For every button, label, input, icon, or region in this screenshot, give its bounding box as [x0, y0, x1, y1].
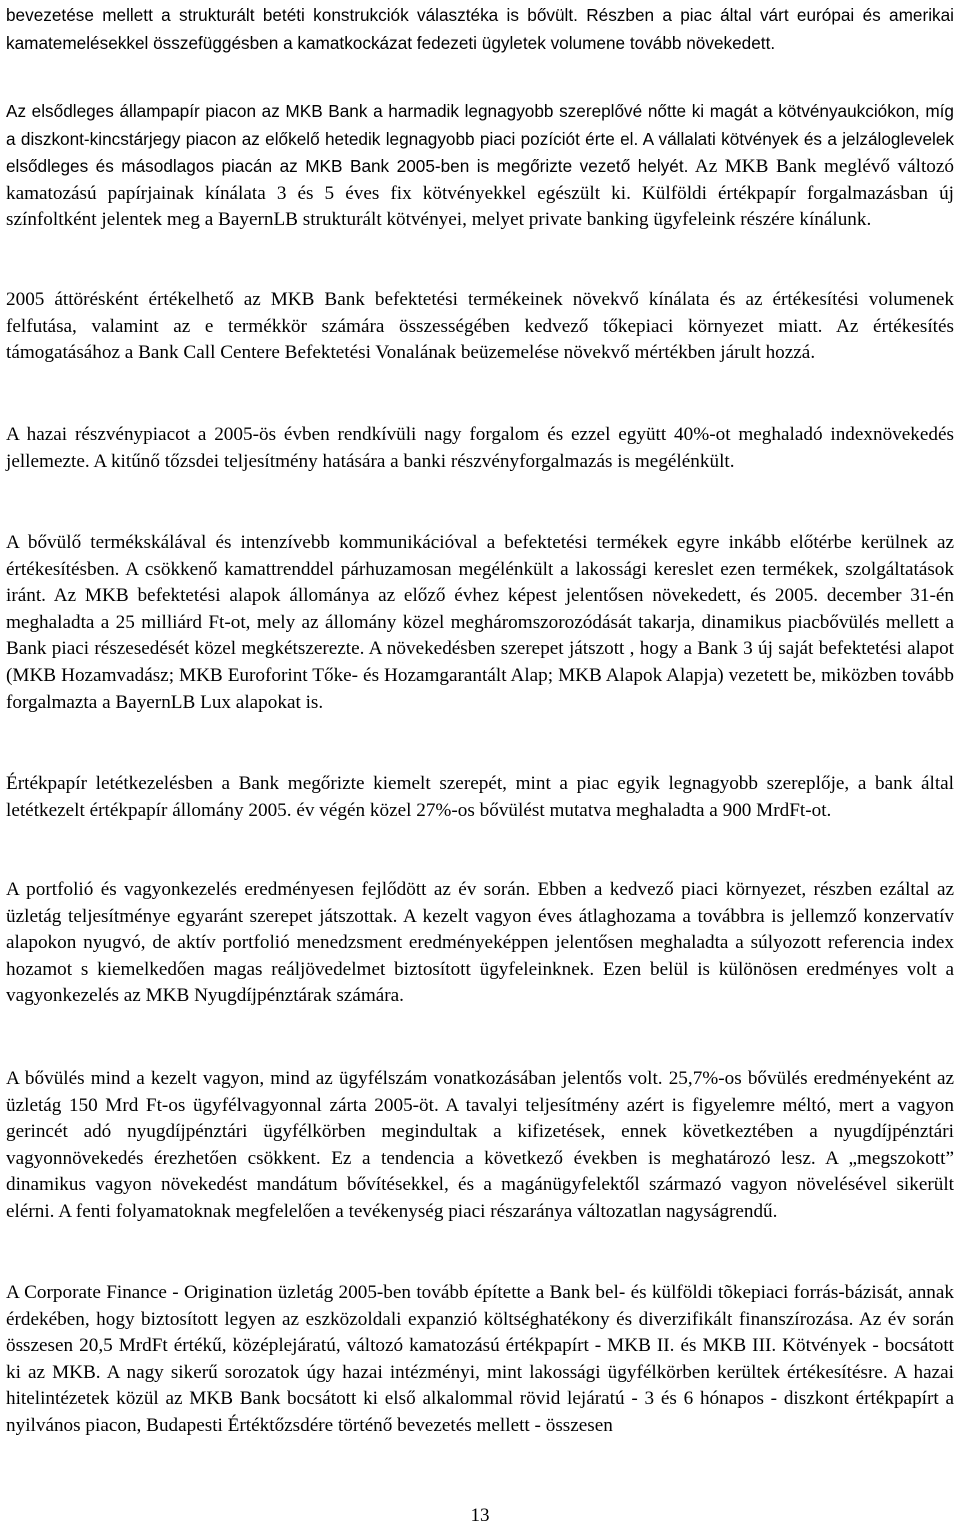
paragraph-investment-products: [6, 287, 954, 367]
paragraph-investment-funds: [6, 530, 954, 716]
paragraph-portfolio-management: [6, 877, 954, 1010]
text-run: Értékpapír letétkezelésben a Bank megőrizte kiemelt szerepét, mint a piac egyik legnagyobb szereplője, a bank által letétkezelt értékpapír állomány 2005. év végén közel 27%-os bővülést mutatva meghaladta a 900 MrdFt-ot.: [6, 773, 954, 821]
paragraph-government-securities: [6, 98, 954, 234]
text-run: A hazai részvénypiacot a 2005-ös évben rendkívüli nagy forgalom és ezzel együtt 40%-ot meghaladó indexnövekedés jellemezte. A kitűnő tőzsdei teljesítmény hatására a banki részvényforgalmazás is megélénkült.: [6, 424, 954, 472]
paragraph-structured-deposits: [6, 2, 954, 57]
paragraph-equity-market: [6, 422, 954, 475]
text-run: Az MKB Bank meglévő változó kamatozású papírjainak kínálata 3 és 5 éves fix kötvényekkel egészült ki.: [6, 156, 955, 204]
text-run: 2005 áttörésként értékelhető az MKB Bank befektetési termékeinek növekvő kínálata és az értékesítési volumenek felfutása, valamint az e termékkör számára összességében kedvező tőkepiaci környezet miatt. Az értékesítés támogatásához a Bank Call Centere Befektetési Vonalának beüzemelése növekvő mértékben járult hozzá.: [6, 289, 954, 364]
text-run: A bővülés mind a kezelt vagyon, mind az ügyfélszám vonatkozásában jelentős volt. 25,7%-os bővülés eredményeként az üzletág 150 Mrd Ft-os ügyfélvagyonnal zárta 2005-öt. A tavalyi teljesítmény azért is figyelemre méltó, mert a vagyon gerincét adó nyugdíjpénztári ügyfélkörben megindultak a kifizetések, ennek következtében a nyugdíjpénztári vagyonnövekedés érezhetően csökkent. Ez a tendencia a következő években is meghatározó lesz. A „megszokott” dinamikus vagyon növekedést mandátum bővítésekkel, és a magánügyfelektől származó vagyon növelésével sikerült elérni. A fenti folyamatoknak megfelelően a tevékenység piaci részaránya változatlan nagyságrendű.: [6, 1068, 954, 1222]
text-run: A bővülő termékskálával és intenzívebb kommunikációval a befektetési termékek egyre inkább előtérbe kerülnek az értékesítésben. A csökkenő kamattrenddel párhuzamosan megélénkült a lakossági kereslet ezen termékek, szolgáltatások iránt. Az MKB befektetési alapok állománya az előző évhez képest jelentősen növekedett, és 2005. december 31-én meghaladta a 25 milliárd Ft-ot, mely az állomány közel megháromszorozódását takarja, dinamikus piacbővülés mellett a Bank piaci részesedését közel megkétszerezte. A növekedésben szerepet játszott , hogy a Bank 3 új saját befektetési alapot (MKB Hozamvadász; MKB Euroforint Tőke- és Hozamgarantált Alap; MKB Alapok Alapja) vezetett be, miközben tovább forgalmazta a BayernLB Lux alapokat is.: [6, 532, 954, 713]
paragraph-securities-custody: [6, 771, 954, 824]
page-number: 13: [470, 1505, 490, 1526]
text-run: A portfolió és vagyonkezelés eredményesen fejlődött az év során. Ebben a kedvező piaci környezet, részben ezáltal az üzletág teljesítménye egyaránt szerepet játszottak. A kezelt vagyon éves átlaghozama a továbbra is jellemző konzervatív alapokon nyugvó, de aktív portfolió menedzsment eredményeképpen jelentősen meghaladta a súlyozott referencia index hozamot s kiemelkedően magas reáljövedelmet biztosított ügyfeleinknek. Ezen belül is különösen eredményes volt a vagyonkezelés az MKB Nyugdíjpénztárak számára.: [6, 879, 954, 1007]
text-run: Külföldi értékpapír forgalmazásban új színfoltként jelentek meg a BayernLB strukturált kötvényei, melyet private banking ügyfeleink részére kínálunk.: [6, 182, 954, 231]
text-run: bevezetése mellett a strukturált betéti konstrukciók választéka is bővült. Részben a piac által várt európai és amerikai kamatemelésekkel összefüggésben a kamatkockázat fedezeti ügyletek volumene tovább növekedett.: [6, 5, 954, 53]
paragraph-corporate-finance: [6, 1280, 954, 1440]
paragraph-asset-growth: [6, 1066, 954, 1226]
text-run: Az elsődleges állampapír piacon az MKB Bank a harmadik legnagyobb szereplővé nőtte ki magát a kötvényaukciókon, míg a diszkont-kincstárjegy piacon az előkelő hetedik legnagyobb piaci pozíciót érte el. A vállalati kötvények és a jelzáloglevelek elsődleges és másodlagos piacán az MKB Bank 2005-ben is megőrizte vezető helyét.: [6, 101, 954, 177]
text-run: A Corporate Finance - Origination üzletág 2005-ben tovább építette a Bank bel- és külföldi tõkepiaci forrás-bázisát, annak érdekében, hogy biztosított legyen az eszközoldali expanzió költséghatékony és diverzifikált finanszírozása. Az év során összesen 20,5 MrdFt értékű, középlejáratú, változó kamatozású értékpapírt - MKB II. és MKB III. Kötvények - bocsátott ki az MKB. A nagy sikerű sorozatok úgy hazai intézményi, mint lakossági ügyfélkörben kerültek értékesítésre. A hazai hitelintézetek közül az MKB Bank bocsátott ki első alkalommal rövid lejáratú - 3 és 6 hónapos - diszkont értékpapírt a nyilvános piacon, Budapesti Értéktőzsdére történő bevezetés mellett - összesen: [6, 1282, 954, 1436]
